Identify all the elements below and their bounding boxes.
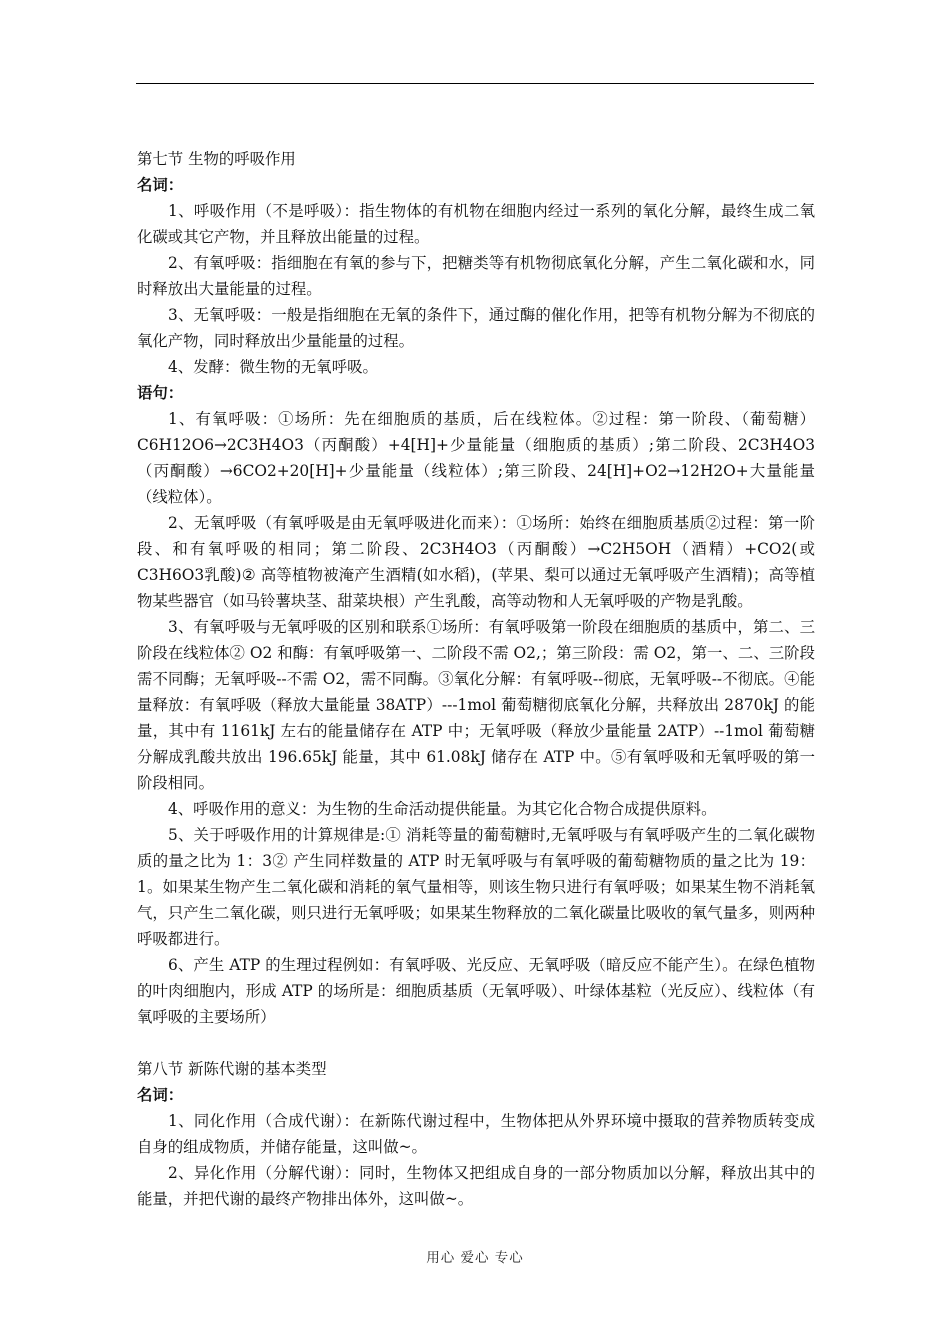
term-paragraph: 3、无氧呼吸：一般是指细胞在无氧的条件下，通过酶的催化作用，把等有机物分解为不彻底的氧化产物，同时释放出少量能量的过程。	[137, 306, 815, 350]
term-paragraph: 4、发酵：微生物的无氧呼吸。	[168, 358, 378, 376]
header-rule	[136, 83, 814, 84]
sentence-paragraph: 2、无氧呼吸（有氧呼吸是由无氧呼吸进化而来）：①场所：始终在细胞质基质②过程：第一阶段、和有氧呼吸的相同；第二阶段、2C3H4O3（丙酮酸）→C2H5OH（酒精）+CO2(或 C3H6O3乳酸)② 高等植物被淹产生酒精(如水稻)，(苹果、梨可以通过无氧呼吸产生酒精)；高等植物某些器官（如马铃薯块茎、甜菜块根）产生乳酸，高等动物和人无氧呼吸的产物是乳酸。	[137, 514, 815, 610]
section-8-title: 第八节 新陈代谢的基本类型	[137, 1060, 327, 1078]
section-8-terms-label: 名词：	[137, 1086, 184, 1104]
sentence-paragraph: 1、有氧呼吸：①场所：先在细胞质的基质，后在线粒体。②过程：第一阶段、（葡萄糖）C6H12O6→2C3H4O3（丙酮酸）+4[H]+少量能量（细胞质的基质）;第二阶段、2C3H4O3（丙酮酸）→6CO2+20[H]+少量能量（线粒体）;第三阶段、24[H]+O2→12H2O+大量能量（线粒体）。	[137, 410, 815, 506]
document-body	[137, 146, 815, 1212]
term-paragraph: 2、有氧呼吸：指细胞在有氧的参与下，把糖类等有机物彻底氧化分解，产生二氧化碳和水，同时释放出大量能量的过程。	[137, 254, 815, 298]
sentence-paragraph: 5、关于呼吸作用的计算规律是:① 消耗等量的葡萄糖时,无氧呼吸与有氧呼吸产生的二氧化碳物质的量之比为 1：3② 产生同样数量的 ATP 时无氧呼吸与有氧呼吸的葡萄糖物质的量之比为 19：1。如果某生物产生二氧化碳和消耗的氧气量相等，则该生物只进行有氧呼吸；如果某生物不消耗氧气，只产生二氧化碳，则只进行无氧呼吸；如果某生物释放的二氧化碳量比吸收的氧气量多，则两种呼吸都进行。	[137, 826, 815, 948]
term-paragraph: 1、呼吸作用（不是呼吸）：指生物体的有机物在细胞内经过一系列的氧化分解，最终生成二氧化碳或其它产物，并且释放出能量的过程。	[137, 202, 815, 246]
section-spacer	[137, 1030, 815, 1056]
sentence-paragraph: 6、产生 ATP 的生理过程例如：有氧呼吸、光反应、无氧呼吸（暗反应不能产生）。在绿色植物的叶肉细胞内，形成 ATP 的场所是：细胞质基质（无氧呼吸）、叶绿体基粒（光反应）、线粒体（有氧呼吸的主要场所）	[137, 956, 815, 1026]
sentence-paragraph: 4、呼吸作用的意义：为生物的生命活动提供能量。为其它化合物合成提供原料。	[168, 800, 717, 818]
section-7-title: 第七节 生物的呼吸作用	[137, 150, 296, 168]
term-paragraph: 1、同化作用（合成代谢）：在新陈代谢过程中，生物体把从外界环境中摄取的营养物质转变成自身的组成物质，并储存能量，这叫做~。	[137, 1112, 815, 1156]
term-paragraph: 2、异化作用（分解代谢）：同时，生物体又把组成自身的一部分物质加以分解，释放出其中的能量，并把代谢的最终产物排出体外，这叫做~。	[137, 1164, 815, 1208]
page-footer: 用心 爱心 专心	[426, 1250, 524, 1266]
sentence-paragraph: 3、有氧呼吸与无氧呼吸的区别和联系①场所：有氧呼吸第一阶段在细胞质的基质中，第二、三阶段在线粒体② O2 和酶：有氧呼吸第一、二阶段不需 O2,；第三阶段：需 O2，第一、二、三阶段需不同酶；无氧呼吸--不需 O2，需不同酶。③氧化分解：有氧呼吸--彻底，无氧呼吸--不彻底。④能量释放：有氧呼吸（释放大量能量 38ATP）---1mol 葡萄糖彻底氧化分解，共释放出 2870kJ 的能量，其中有 1161kJ 左右的能量储存在 ATP 中；无氧呼吸（释放少量能量 2ATP）--1mol 葡萄糖分解成乳酸共放出 196.65kJ 能量，其中 61.08kJ 储存在 ATP 中。⑤有氧呼吸和无氧呼吸的第一阶段相同。	[137, 618, 815, 792]
section-7-terms-label: 名词：	[137, 176, 184, 194]
section-7-sentences-label: 语句：	[137, 384, 184, 402]
